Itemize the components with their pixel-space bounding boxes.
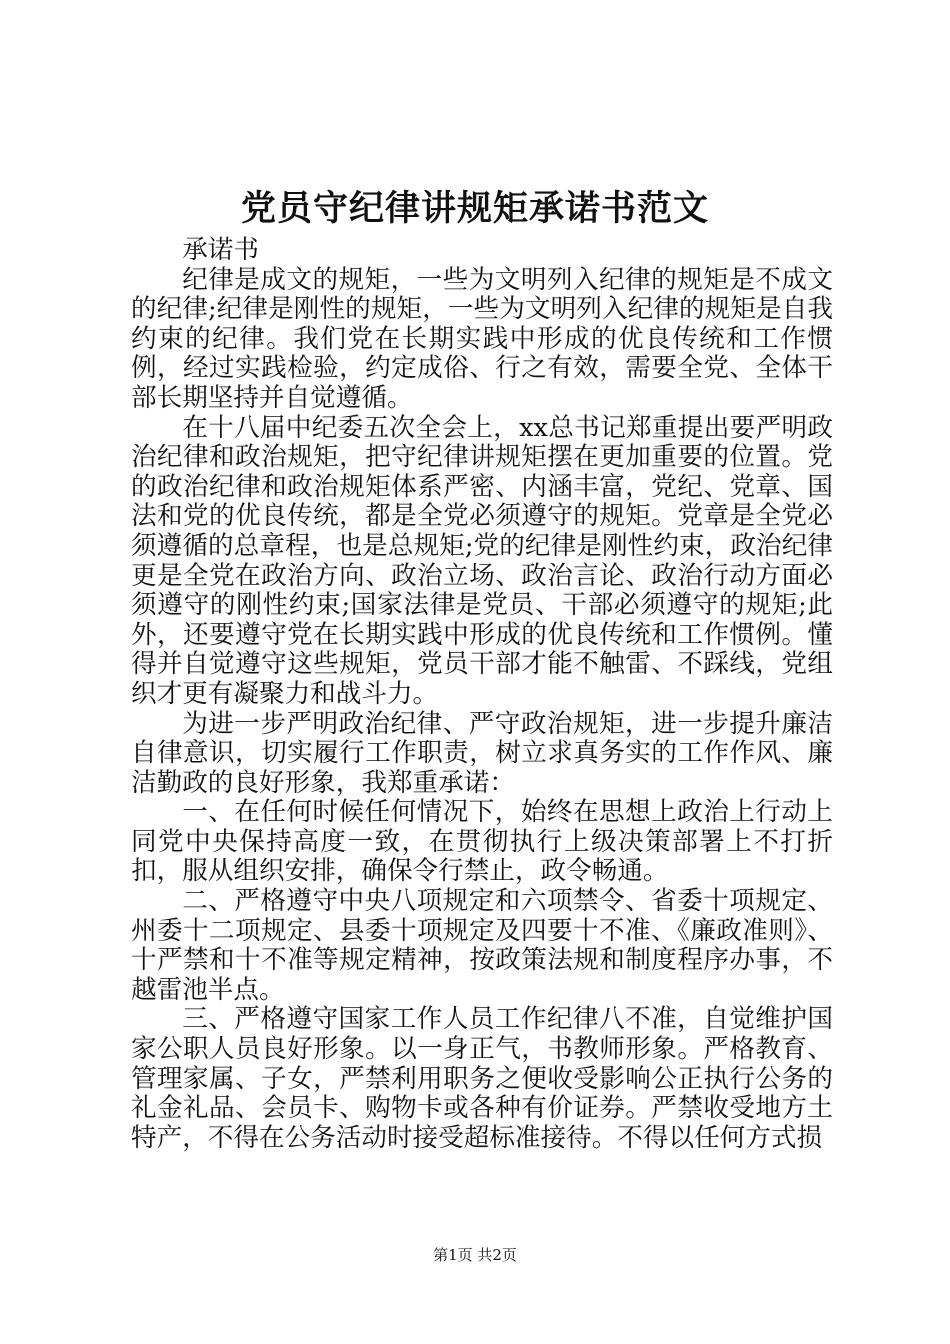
page-footer: 第1页 共2页 [433,1246,517,1264]
paragraph: 纪律是成文的规矩，一些为文明列入纪律的规矩是不成文的纪律;纪律是刚性的规矩，一些为文明列入纪律的规矩是自我约束的纪律。我们党在长期实践中形成的优良传统和工作惯例，经过实践检验，约定成俗、行之有效，需要全党、全体干部长期坚持并自觉遵循。 [131,264,833,413]
paragraph: 在十八届中纪委五次全会上，xx总书记郑重提出要严明政治纪律和政治规矩，把守纪律讲规矩摆在更加重要的位置。党的政治纪律和政治规矩体系严密、内涵丰富，党纪、党章、国法和党的优良传统，都是全党必须遵守的规矩。党章是全党必须遵循的总章程，也是总规矩;党的纪律是刚性约束，政治纪律更是全党在政治方向、政治立场、政治言论、政治行动方面必须遵守的刚性约束;国家法律是党员、干部必须遵守的规矩;此外，还要遵守党在长期实践中形成的优良传统和工作惯例。懂得并自觉遵守这些规矩，党员干部才能不触雷、不踩线，党组织才更有凝聚力和战斗力。 [131,412,833,709]
paragraph: 二、严格遵守中央八项规定和六项禁令、省委十项规定、州委十二项规定、县委十项规定及四要十不准、《廉政准则》、十严禁和十不准等规定精神，按政策法规和制度程序办事，不越雷池半点。 [131,886,833,1005]
document-body [131,236,833,1153]
paragraph: 一、在任何时候任何情况下，始终在思想上政治上行动上同党中央保持高度一致，在贯彻执行上级决策部署上不打折扣，服从组织安排，确保令行禁止，政令畅通。 [131,797,833,887]
paragraph: 三、严格遵守国家工作人员工作纪律八不准，自觉维护国家公职人员良好形象。以一身正气，书教师形象。严格教育、管理家属、子女，严禁利用职务之便收受影响公正执行公务的礼金礼品、会员卡、购物卡或各种有价证券。严禁收受地方土特产，不得在公务活动时接受超标准接待。不得以任何方式损 [131,1004,833,1153]
paragraph: 为进一步严明政治纪律、严守政治规矩，进一步提升廉洁自律意识，切实履行工作职责，树立求真务实的工作作风、廉洁勤政的良好形象，我郑重承诺： [131,708,833,798]
document-heading: 承诺书 [182,235,259,265]
document-title: 党员守纪律讲规矩承诺书范文 [240,188,709,229]
